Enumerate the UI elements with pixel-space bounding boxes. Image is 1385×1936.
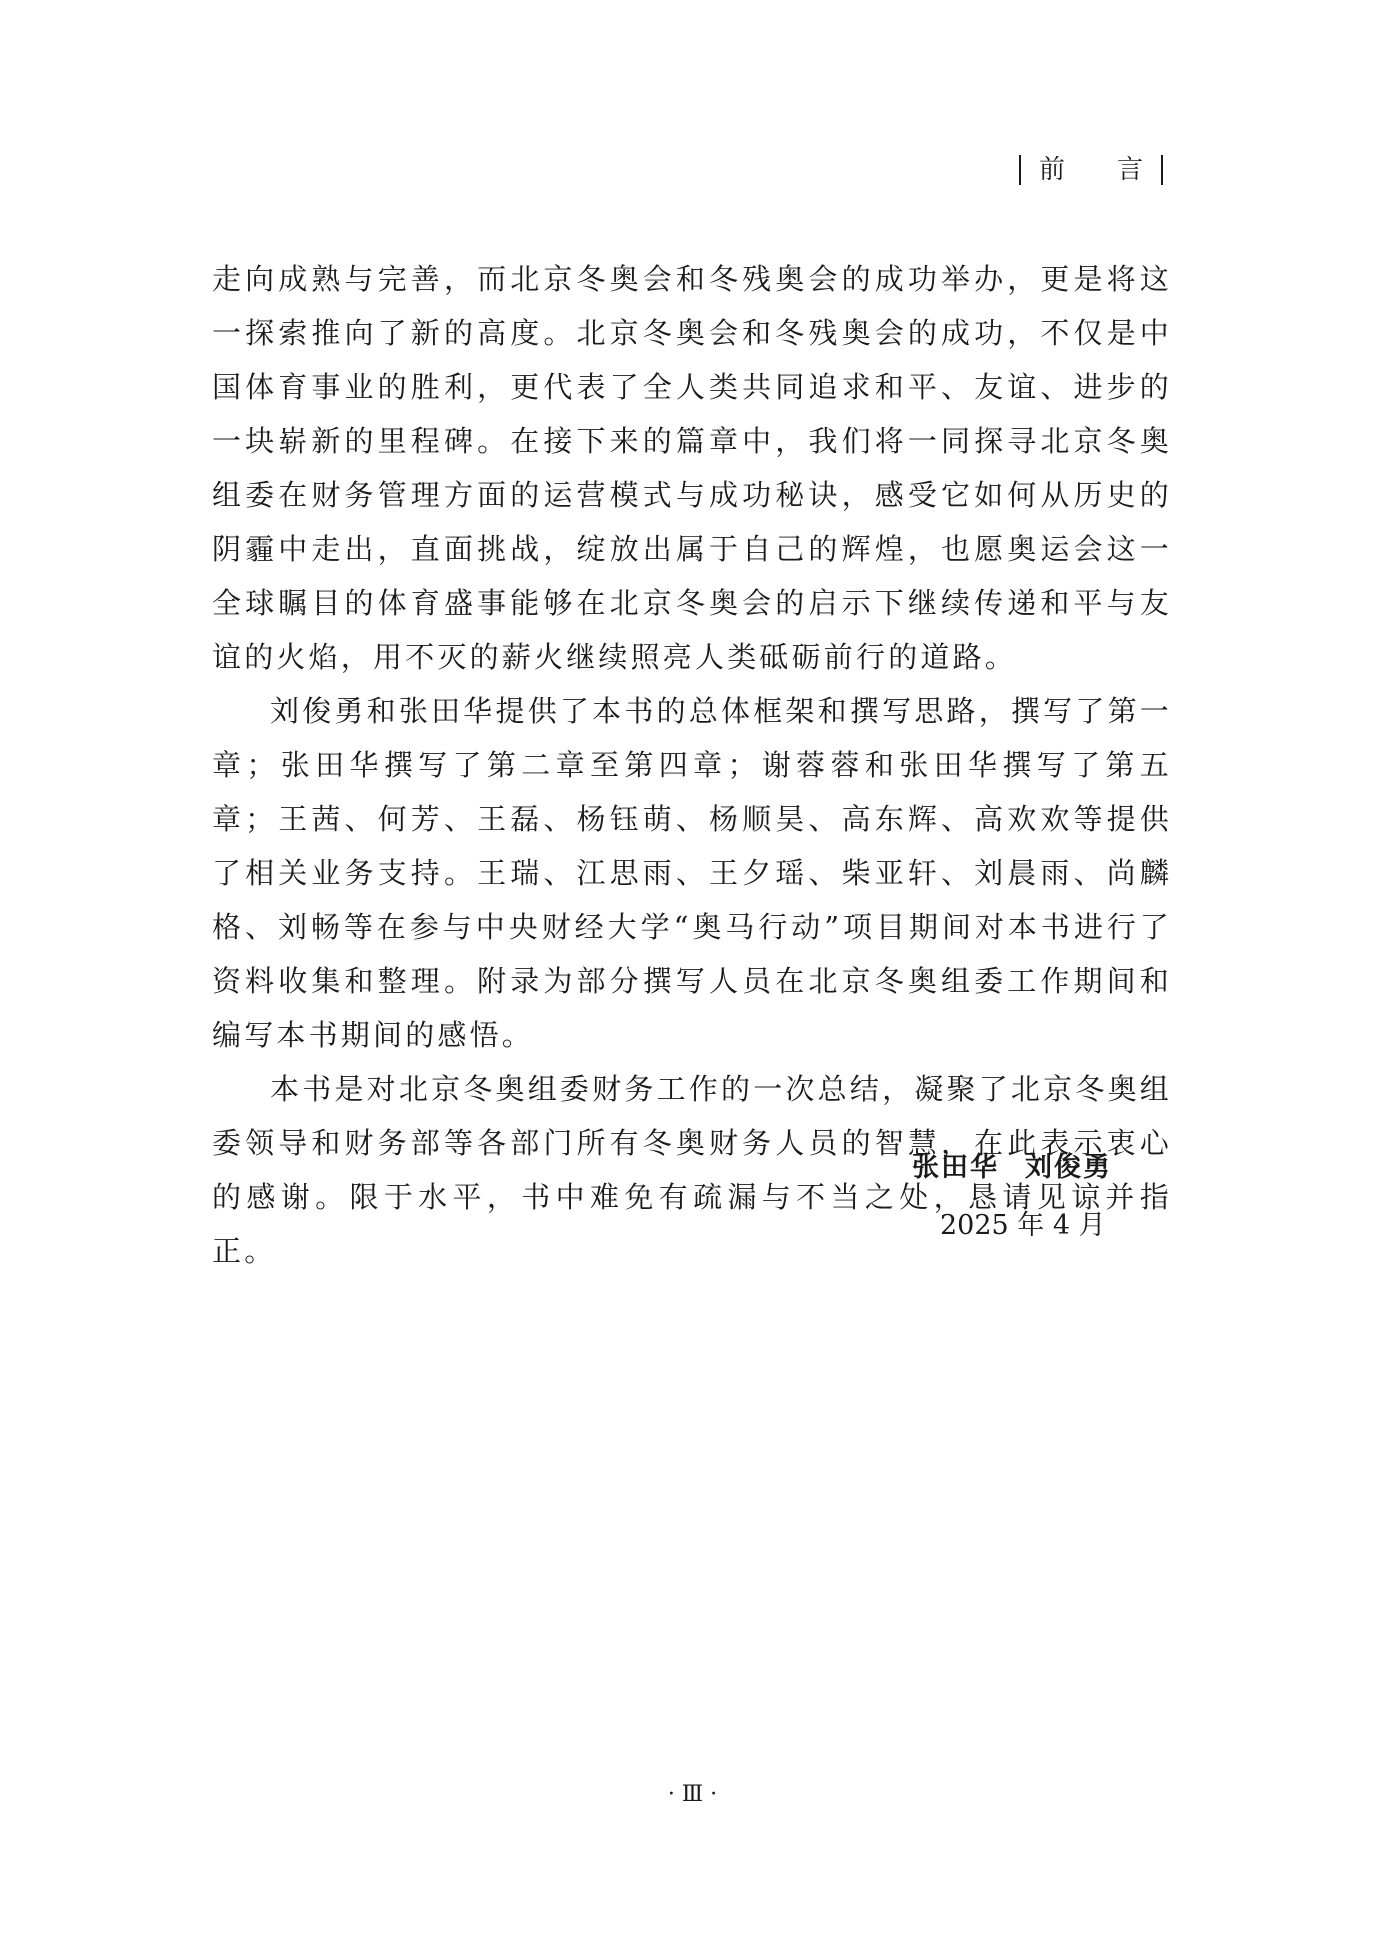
running-head-char-1: 前 [1038,155,1065,185]
signature-date: 2025 年 4 月 [940,1210,1106,1241]
paragraph-acknowledgement: 本书是对北京冬奥组委财务工作的一次总结，凝聚了北京冬奥组委领导和财务部等各部门所有冬奥财务人员的智慧，在此表示衷心的感谢。限于水平，书中难免有疏漏与不当之处，恳请见谅并指正。 [212,1072,1172,1268]
running-head-right-rule [1161,155,1163,185]
author-name-2: 刘俊勇 [1025,1152,1112,1183]
page-number: · Ⅲ · [667,1782,718,1807]
body-text [212,252,1172,1278]
author-signature [912,1148,1112,1188]
running-head-char-2: 言 [1116,155,1143,185]
running-head-left-rule [1019,155,1021,185]
paragraph-continued: 走向成熟与完善，而北京冬奥会和冬残奥会的成功举办，更是将这一探索推向了新的高度。北京冬奥会和冬残奥会的成功，不仅是中国体育事业的胜利，更代表了全人类共同追求和平、友谊、进步的一块崭新的里程碑。在接下来的篇章中，我们将一同探寻北京冬奥组委在财务管理方面的运营模式与成功秘诀，感受它如何从历史的阴霾中走出，直面挑战，绽放出属于自己的辉煌，也愿奥运会这一全球瞩目的体育盛事能够在北京冬奥会的启示下继续传递和平与友谊的火焰，用不灭的薪火继续照亮人类砥砺前行的道路。 [212,262,1172,674]
running-head-text [1039,150,1143,190]
author-name-1: 张田华 [912,1152,999,1183]
paragraph-authors: 刘俊勇和张田华提供了本书的总体框架和撰写思路，撰写了第一章；张田华撰写了第二章至第四章；谢蓉蓉和张田华撰写了第五章；王茜、何芳、王磊、杨钰萌、杨顺昊、高东辉、高欢欢等提供了相关业务支持。王瑞、江思雨、王夕瑶、柴亚轩、刘晨雨、尚麟格、刘畅等在参与中央财经大学“奥马行动”项目期间对本书进行了资料收集和整理。附录为部分撰写人员在北京冬奥组委工作期间和编写本书期间的感悟。 [212,694,1172,1052]
running-head [1019,150,1163,190]
